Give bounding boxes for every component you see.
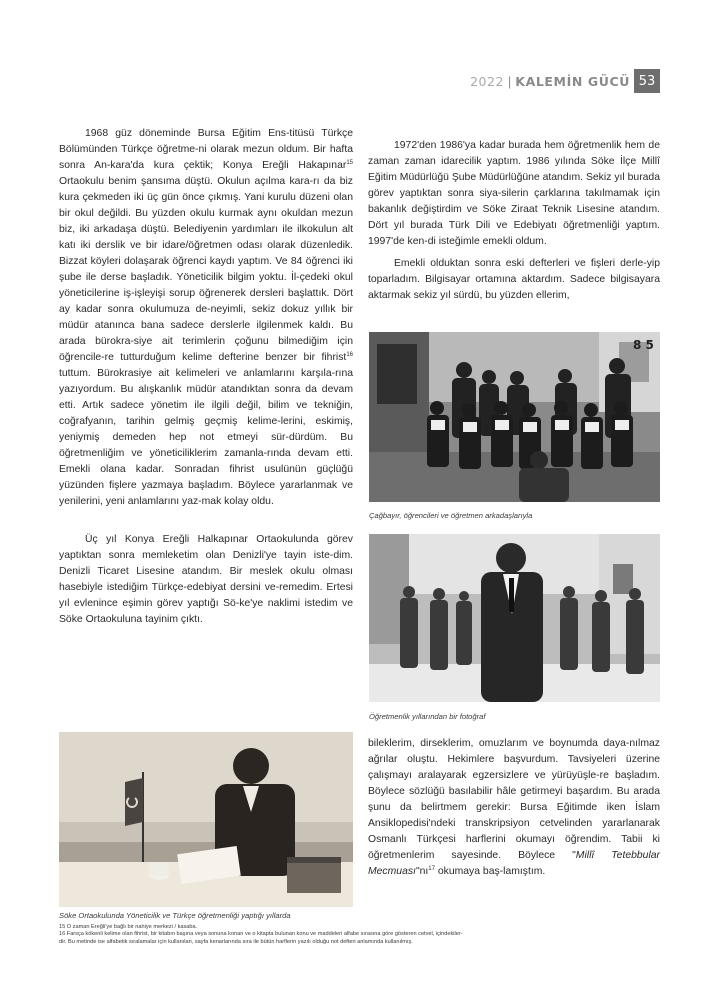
footnote-ref-15: 15 <box>346 160 353 166</box>
class-photo-caption: Çağbayır, öğrencileri ve öğretmen arkadaşlarıyla <box>369 511 533 520</box>
right-paragraph-1: 1972'den 1986'ya kadar burada hem öğretmenlik hem de zaman zaman idarecilik yaptım. 1986 yılında Söke İlçe Millî Eğitim Müdürlüğü Şube Müdürlüğüne atandım. Sekiz yıl burada görev yaptıktan sonra siya-silerin çarklarına takılmamak için bakanlık değiştirdim ve Söke Ziraat Teknik Lisesine atandım. Dört yıl burada Türk Dili ve Edebiyatı öğretmenliği yaptım. 1997'de ken-di isteğimle emekli oldum. <box>368 140 660 247</box>
office-photo <box>59 732 353 907</box>
footnote-ref-16: 16 <box>346 352 353 358</box>
magazine-title: KALEMİN GÜCÜ <box>515 73 630 89</box>
teacher-photo-image <box>369 534 660 702</box>
office-photo-image <box>59 732 353 907</box>
page-number: 53 <box>634 69 660 93</box>
magazine-name: Millî Tetebbular Mecmuası <box>368 850 661 877</box>
left-column <box>59 126 353 628</box>
footnote-16-continued: dir. Bu metinde ise alfabetik sıralamalar için kullanılan, sayfa kenarlarında sıra ile bütün harflerin yazılı olduğu not defteri anlamında kullanılmış. <box>59 938 413 945</box>
left-paragraph-2: Üç yıl Konya Ereğli Halkapınar Ortaokulunda görev yaptıktan sonra memleketim olan Denizli'ye tayin iste-dim. Denizli Ticaret Lisesine atandım. Bir meslek okulu olması hasebiyle istediğim Türkçe-edebiyat dersini ve-remedim. Ertesi yıl evlenince eşimin görev yaptığı Sö-ke'ye naklimi istedim ve Söke Ortaokuluna tayinim çıktı. <box>59 534 353 625</box>
header-separator: | <box>507 73 512 89</box>
footnote-ref-17: 17 <box>428 866 435 872</box>
teacher-photo <box>369 534 660 702</box>
right-paragraph-3: bileklerim, dirseklerim, omuzlarım ve boynumda daya-nılmaz ağrılar oluştu. Hekimlere başvurdum. Tavsiyeleri üzerine çalışmayı aralayarak egzersizlere ve yürüyüşle-re başladım. Böylece sözlüğü basılabilir hâle getirmeyi başardım. Bu arada şunu da belirtmem gerekir: Bursa Eğitimde iken İslam Ansiklopedisi'ndeki transkripsiyon cetvelinden yararlanarak Osmanlı Türkçesi harflerini okumayı öğrendim. Tabii ki öğretmenlerim sayesinde. Böylece "Millî Tetebbular $Mecmuası"nı^{17}$ okumaya baş-lamıştım. <box>368 738 661 877</box>
class-photo <box>369 332 660 502</box>
footnote-15: 15 O zaman Ereğli'ye bağlı bir nahiye merkezi / kasaba. <box>59 924 198 930</box>
right-paragraph-2: Emekli olduktan sonra eski defterleri ve fişleri derle-yip toparladım. Bilgisayar ortamına aktardım. Sadece bilgisayara aktarmak sekiz yıl sürdü, bu yüzden ellerim, <box>368 258 660 301</box>
office-photo-caption: Söke Ortaokulunda Yöneticilik ve Türkçe öğretmenliği yaptığı yıllarda <box>59 911 291 920</box>
footnote-16: 16 Farsça kökenli kelime olan fihrist, bir kitabın başına veya sonuna konan ve o kitapta bulunan konu ve maddeleri alfabe sırasına göre gösteren cetvel, içindekiler- <box>59 931 463 938</box>
class-photo-image <box>369 332 660 502</box>
board-number: 8 5 <box>633 338 654 352</box>
right-column-bottom <box>368 736 660 880</box>
page-header <box>470 68 660 94</box>
teacher-photo-caption: Öğretmenlik yıllarından bir fotoğraf <box>369 712 486 721</box>
left-paragraph-1: 1968 güz döneminde Bursa Eğitim Ens-titüsü Türkçe Bölümünden Türkçe öğretme-ni olarak mezun oldum. Bir hafta sonra An-kara'da kura çektik; Konya Ereğli Hakapınar$^{15}$ Ortaokulu benim şansıma düştü. Okulun açılma kara-rı da biz kura çekmeden iki üç gün önce çıkmış. Yani kurulu düzeni olan bir okul değildi. Bu yüzden okulu kurmak aynı okuldan mezun biz, iki arkadaşa düştü. Belediyenin yardımları ile ilkokulun alt katı iki derslik ve bir idare/öğretmen odası olarak düzenledik. Bizzat köyleri dolaşarak öğrenci kaydı yaptım. Ve 84 öğrenci iki şube ile derse başladık. Yöneticilik bilgim yoktu. İl-çedeki okul yöneticilerine iş-işleyişi sorup öğrenerek dersleri başlattık. Dört ay kadar sonra okulumuza de-neyimli, sekiz dokuz yıllık bir müdür atanınca bana sadece derslerle ilgilenmek kaldı. Bu arada bürokra-siye ait terimlerin çoğunu bilmediğim için öğrencile-re tutturduğum kelime defterine benzer bir fihrist$^{16}$ tuttum. Bürokrasiye ait kelimeleri ve anlamlarını karşıla-rına yazıyordum. Bu alışkanlık müdür atandıktan sonra da devam etti. Artık sadece yönetim ile ilgili değil, bilim ve tekniğin, coğrafyanın, tarihin gelmiş geçmiş kelime-lerini, eskimiş, yeniymiş demeden hep not etmeyi sür-dürdüm. Bu öğretmenliğim ve yöneticiliklerim zamanla-rında devam etti. Emekli olana kadar. Sonradan fihrist usulünün güçlüğü yüzünden fişlere yazmaya başladım. Böylece yararlanmak ve yenilerini, yeni anlamlarını yaz-mak kolay oldu. <box>59 128 353 507</box>
footnotes <box>59 924 659 946</box>
right-column-top <box>368 138 660 304</box>
header-year: 2022 <box>470 73 504 89</box>
